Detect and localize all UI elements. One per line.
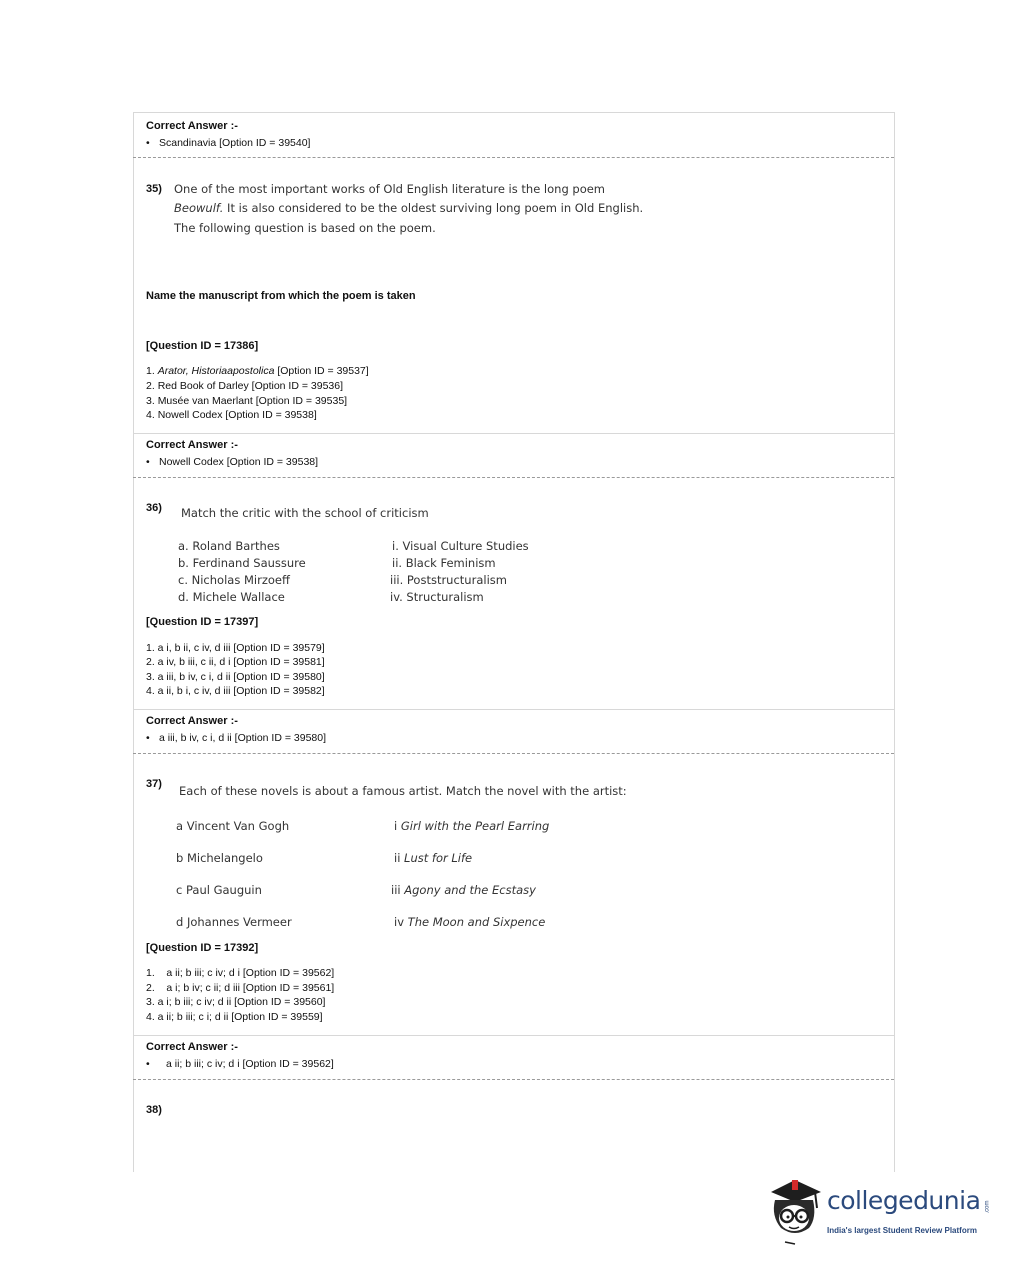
correct-answer-value: • a ii; b iii; c iv; d i [Option ID = 39562] <box>146 1058 334 1070</box>
question-id: [Question ID = 17386] <box>146 340 259 352</box>
match-right-item: iii. Poststructuralism <box>390 573 507 587</box>
logo-tagline: India's largest Student Review Platform <box>827 1226 977 1235</box>
separator <box>133 1079 894 1080</box>
match-right-item: iv. Structuralism <box>390 590 484 604</box>
option-item: 1. a ii; b iii; c iv; d i [Option ID = 39562] <box>146 967 335 979</box>
correct-answer-label: Correct Answer :- <box>146 439 238 451</box>
question-id: [Question ID = 17397] <box>146 616 259 628</box>
option-item: 4. a ii, b i, c iv, d iii [Option ID = 39582] <box>146 685 325 697</box>
match-left-item: c. Nicholas Mirzoeff <box>178 573 290 587</box>
question-id: [Question ID = 17392] <box>146 942 259 954</box>
question-number: 37) <box>146 778 162 790</box>
option-item: 4. a ii; b iii; c i; d ii [Option ID = 39559] <box>146 1011 323 1023</box>
match-right-item: iii Agony and the Ecstasy <box>391 883 536 897</box>
match-right-item: i. Visual Culture Studies <box>392 539 529 553</box>
separator <box>133 753 894 754</box>
collegedunia-logo <box>765 1176 995 1246</box>
correct-answer-label: Correct Answer :- <box>146 120 238 132</box>
match-left-item: a. Roland Barthes <box>178 539 280 553</box>
logo-wordmark: collegedunia <box>827 1186 981 1215</box>
option-item: 1. a i, b ii, c iv, d iii [Option ID = 39579] <box>146 642 325 654</box>
match-left-item: d Johannes Vermeer <box>176 915 292 929</box>
correct-answer-value: • Nowell Codex [Option ID = 39538] <box>146 456 318 468</box>
match-left-item: a Vincent Van Gogh <box>176 819 290 833</box>
match-right-item: ii Lust for Life <box>394 851 473 865</box>
match-left-item: d. Michele Wallace <box>178 590 285 604</box>
option-item: 1. Arator, Historiaapostolica [Option ID = 39537] <box>146 365 369 377</box>
option-item: 2. Red Book of Darley [Option ID = 39536] <box>146 380 344 392</box>
separator <box>133 709 894 710</box>
option-item: 3. a i; b iii; c iv; d ii [Option ID = 39560] <box>146 996 326 1008</box>
match-left-item: c Paul Gauguin <box>176 883 262 897</box>
logo-suffix: .com <box>984 1200 991 1214</box>
question-number: 36) <box>146 502 162 514</box>
question-prompt: Name the manuscript from which the poem is taken <box>146 290 416 302</box>
separator <box>133 433 894 434</box>
correct-answer-value: • a iii, b iv, c i, d ii [Option ID = 39580] <box>146 732 326 744</box>
question-prompt: Each of these novels is about a famous artist. Match the novel with the artist: <box>179 784 627 798</box>
correct-answer-label: Correct Answer :- <box>146 715 238 727</box>
question-number: 35) <box>146 183 162 195</box>
correct-answer-label: Correct Answer :- <box>146 1041 238 1053</box>
question-number: 38) <box>146 1104 162 1116</box>
separator <box>133 1035 894 1036</box>
top-border <box>133 112 894 113</box>
match-right-item: i Girl with the Pearl Earring <box>394 819 550 833</box>
separator <box>133 157 894 158</box>
separator <box>133 477 894 478</box>
match-right-item: iv The Moon and Sixpence <box>394 915 546 929</box>
question-text-line: One of the most important works of Old English literature is the long poem <box>174 182 606 196</box>
option-item: 2. a iv, b iii, c ii, d i [Option ID = 39581] <box>146 656 325 668</box>
question-prompt: Match the critic with the school of criticism <box>181 506 429 520</box>
correct-answer-value: • Scandinavia [Option ID = 39540] <box>146 137 310 149</box>
question-text-line: The following question is based on the poem. <box>174 221 436 235</box>
option-item: 3. a iii, b iv, c i, d ii [Option ID = 39580] <box>146 671 325 683</box>
mascot-icon <box>765 1176 825 1246</box>
match-left-item: b Michelangelo <box>176 851 263 865</box>
option-item: 3. Musée van Maerlant [Option ID = 39535] <box>146 395 348 407</box>
option-item: 4. Nowell Codex [Option ID = 39538] <box>146 409 317 421</box>
option-item: 2. a i; b iv; c ii; d iii [Option ID = 39561] <box>146 982 335 994</box>
question-text-line: Beowulf. It is also considered to be the oldest surviving long poem in Old English. <box>174 201 644 215</box>
match-right-item: ii. Black Feminism <box>392 556 496 570</box>
match-left-item: b. Ferdinand Saussure <box>178 556 306 570</box>
